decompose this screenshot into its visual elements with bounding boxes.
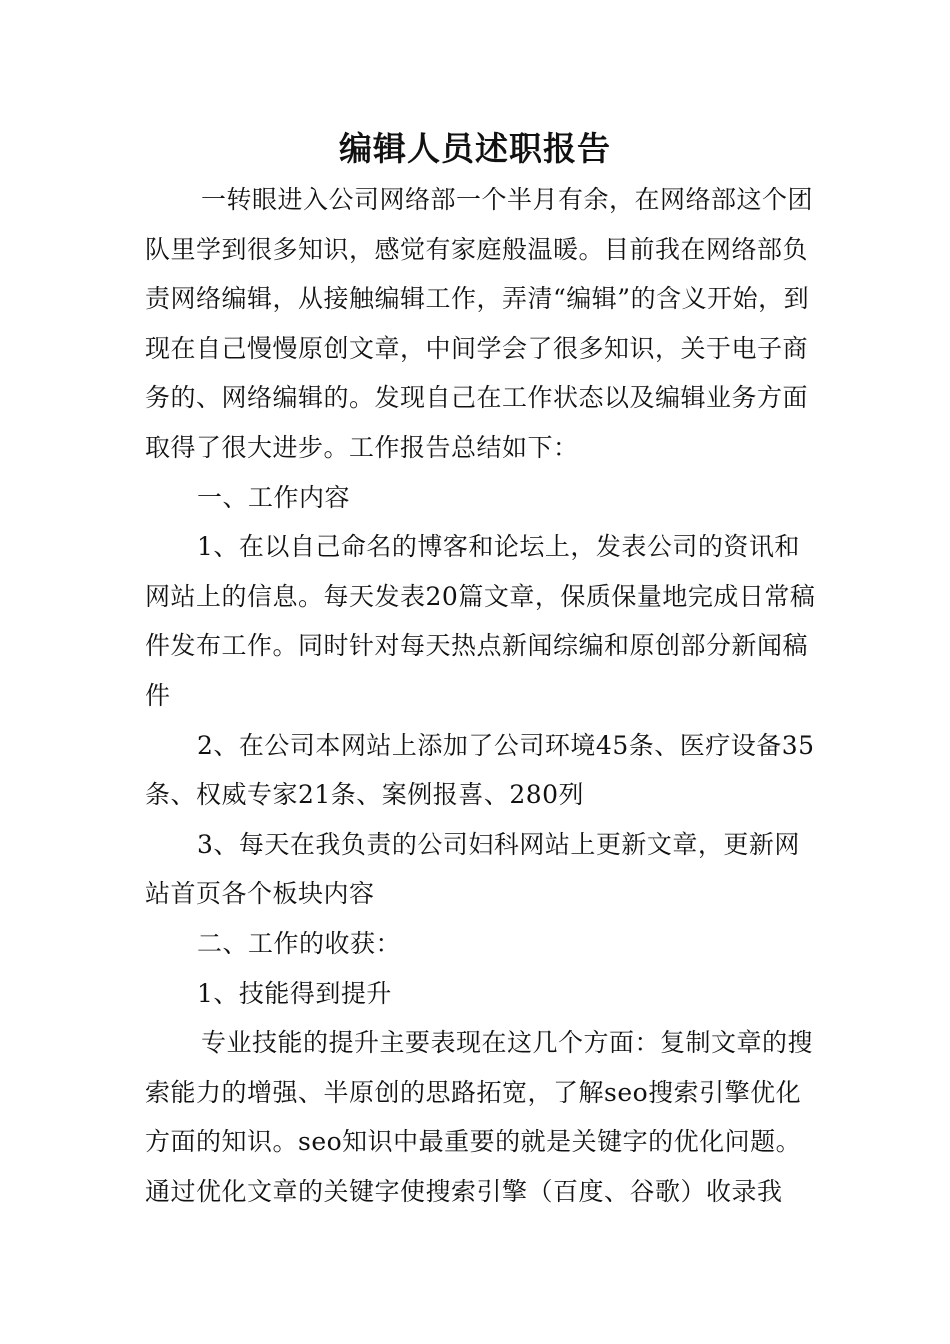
document-title: 编辑人员述职报告 xyxy=(339,129,611,168)
section-heading-work-content: 一、工作内容 xyxy=(197,482,351,512)
gain-item-1-heading: 1、技能得到提升 xyxy=(197,978,392,1008)
section-heading-gains: 二、工作的收获： xyxy=(197,928,402,958)
work-item-1: 1、在以自己命名的博客和论坛上，发表公司的资讯和网站上的信息。每天发表20篇文章，保质保量地完成日常稿件发布工作。同时针对每天热点新闻综编和原创部分新闻稿件 xyxy=(145,532,816,710)
intro-paragraph: 一转眼进入公司网络部一个半月有余，在网络部这个团队里学到很多知识，感觉有家庭般温暖。目前我在网络部负责网络编辑，从接触编辑工作，弄清“编辑”的含义开始，到现在自己慢慢原创文章，中间学会了很多知识，关于电子商务的、网络编辑的。发现自己在工作状态以及编辑业务方面取得了很大进步。工作报告总结如下： xyxy=(145,185,814,462)
skills-paragraph: 专业技能的提升主要表现在这几个方面：复制文章的搜索能力的增强、半原创的思路拓宽，了解seo搜索引擎优化方面的知识。seo知识中最重要的就是关键字的优化问题。通过优化文章的关键字使搜索引擎（百度、谷歌）收录我 xyxy=(145,1028,814,1206)
document-body xyxy=(145,175,825,1216)
work-item-2: 2、在公司本网站上添加了公司环境45条、医疗设备35条、权威专家21条、案例报喜、280列 xyxy=(145,730,815,810)
work-item-3: 3、每天在我负责的公司妇科网站上更新文章，更新网站首页各个板块内容 xyxy=(145,829,800,909)
